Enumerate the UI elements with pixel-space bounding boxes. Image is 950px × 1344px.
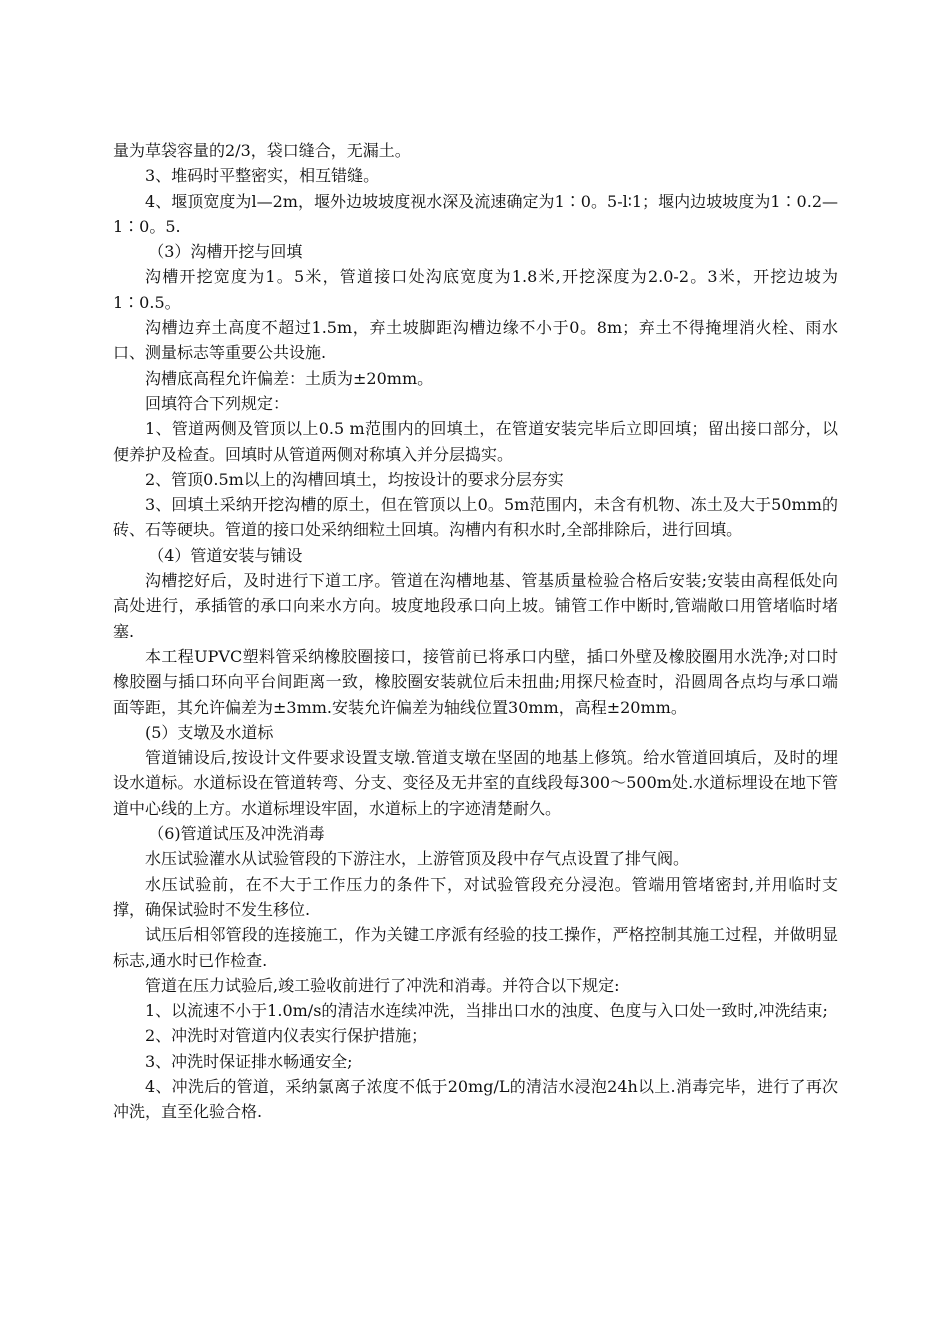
paragraph: 沟槽挖好后，及时进行下道工序。管道在沟槽地基、管基质量检验合格后安装;安装由高程低处向高处进行，承插管的承口向来水方向。坡度地段承口向上坡。铺管工作中断时,管端敞口用管堵临时堵塞. xyxy=(113,571,838,641)
list-item: 3、堆码时平整密实，相互错缝。 xyxy=(145,166,380,186)
paragraph: 沟槽开挖宽度为1。5米，管道接口处沟底宽度为1.8米,开挖深度为2.0-2。3米，开挖边坡为1∶0.5。 xyxy=(113,267,838,312)
document-body xyxy=(113,138,838,1125)
section-heading: （4）管道安装与铺设 xyxy=(148,545,303,565)
list-item: 4、堰顶宽度为l—2m，堰外边坡坡度视水深及流速确定为1∶0。5-l∶1；堰内边坡坡度为1∶0.2—1∶0。5. xyxy=(113,191,838,236)
list-item: 1、以流速不小于1.0m/s的清洁水连续冲洗，当排出口水的浊度、色度与入口处一致时,冲洗结束; xyxy=(145,1001,828,1021)
paragraph: 试压后相邻管段的连接施工，作为关键工序派有经验的技工操作，严格控制其施工过程，并做明显标志,通水时已作检查. xyxy=(113,925,838,970)
paragraph: 回填符合下列规定： xyxy=(145,393,290,413)
section-heading: （6)管道试压及冲洗消毒 xyxy=(148,824,325,844)
list-item: 2、冲洗时对管道内仪表实行保护措施； xyxy=(145,1026,428,1046)
paragraph: 管道在压力试验后,竣工验收前进行了冲洗和消毒。并符合以下规定: xyxy=(145,975,620,995)
paragraph: 管道铺设后,按设计文件要求设置支墩.管道支墩在坚固的地基上修筑。给水管道回填后，及时的埋设水道标。水道标设在管道转弯、分支、变径及无井室的直线段每300～500m处.水道标埋设在地下管道中心线的上方。水道标埋设牢固，水道标上的字迹清楚耐久。 xyxy=(113,748,838,818)
paragraph: 沟槽边弃土高度不超过1.5m，弃土坡脚距沟槽边缘不小于0。8m；弃土不得掩埋消火栓、雨水口、测量标志等重要公共设施. xyxy=(113,318,838,363)
section-heading: （3）沟槽开挖与回填 xyxy=(148,242,303,262)
list-item: 4、冲洗后的管道，采纳氯离子浓度不低于20mg/L的清洁水浸泡24h以上.消毒完毕，进行了再次冲洗，直至化验合格. xyxy=(113,1076,838,1122)
paragraph: 沟槽底高程允许偏差：土质为±20mm。 xyxy=(145,368,434,388)
list-item: 2、管顶0.5m以上的沟槽回填土，均按设计的要求分层夯实 xyxy=(145,469,564,489)
section-heading: (5）支墩及水道标 xyxy=(145,722,274,742)
list-item: 3、冲洗时保证排水畅通安全; xyxy=(145,1051,353,1071)
paragraph: 量为草袋容量的2/3，袋口缝合，无漏土。 xyxy=(113,141,411,160)
paragraph: 水压试验灌水从试验管段的下游注水，上游管顶及段中存气点设置了排气阀。 xyxy=(145,849,690,869)
list-item: 1、管道两侧及管顶以上0.5 m范围内的回填土，在管道安装完毕后立即回填；留出接口部分，以便养护及检查。回填时从管道两侧对称填入并分层捣实。 xyxy=(113,419,838,464)
list-item: 3、回填土采纳开挖沟槽的原土，但在管顶以上0。5m范围内，未含有机物、冻土及大于50mm的砖、石等硬块。管道的接口处采纳细粒土回填。沟槽内有积水时,全部排除后，进行回填。 xyxy=(113,495,838,540)
paragraph: 本工程UPVC塑料管采纳橡胶圈接口，接管前已将承口内壁，插口外壁及橡胶圈用水洗净;对口时橡胶圈与插口环向平台间距离一致，橡胶圈安装就位后未扭曲;用探尺检查时，沿圆周各点均与承口端面等距，其允许偏差为±3mm.安装允许偏差为轴线位置30mm，高程±20mm。 xyxy=(113,646,838,717)
paragraph: 水压试验前，在不大于工作压力的条件下，对试验管段充分浸泡。管端用管堵密封,并用临时支撑，确保试验时不发生移位. xyxy=(113,874,838,919)
